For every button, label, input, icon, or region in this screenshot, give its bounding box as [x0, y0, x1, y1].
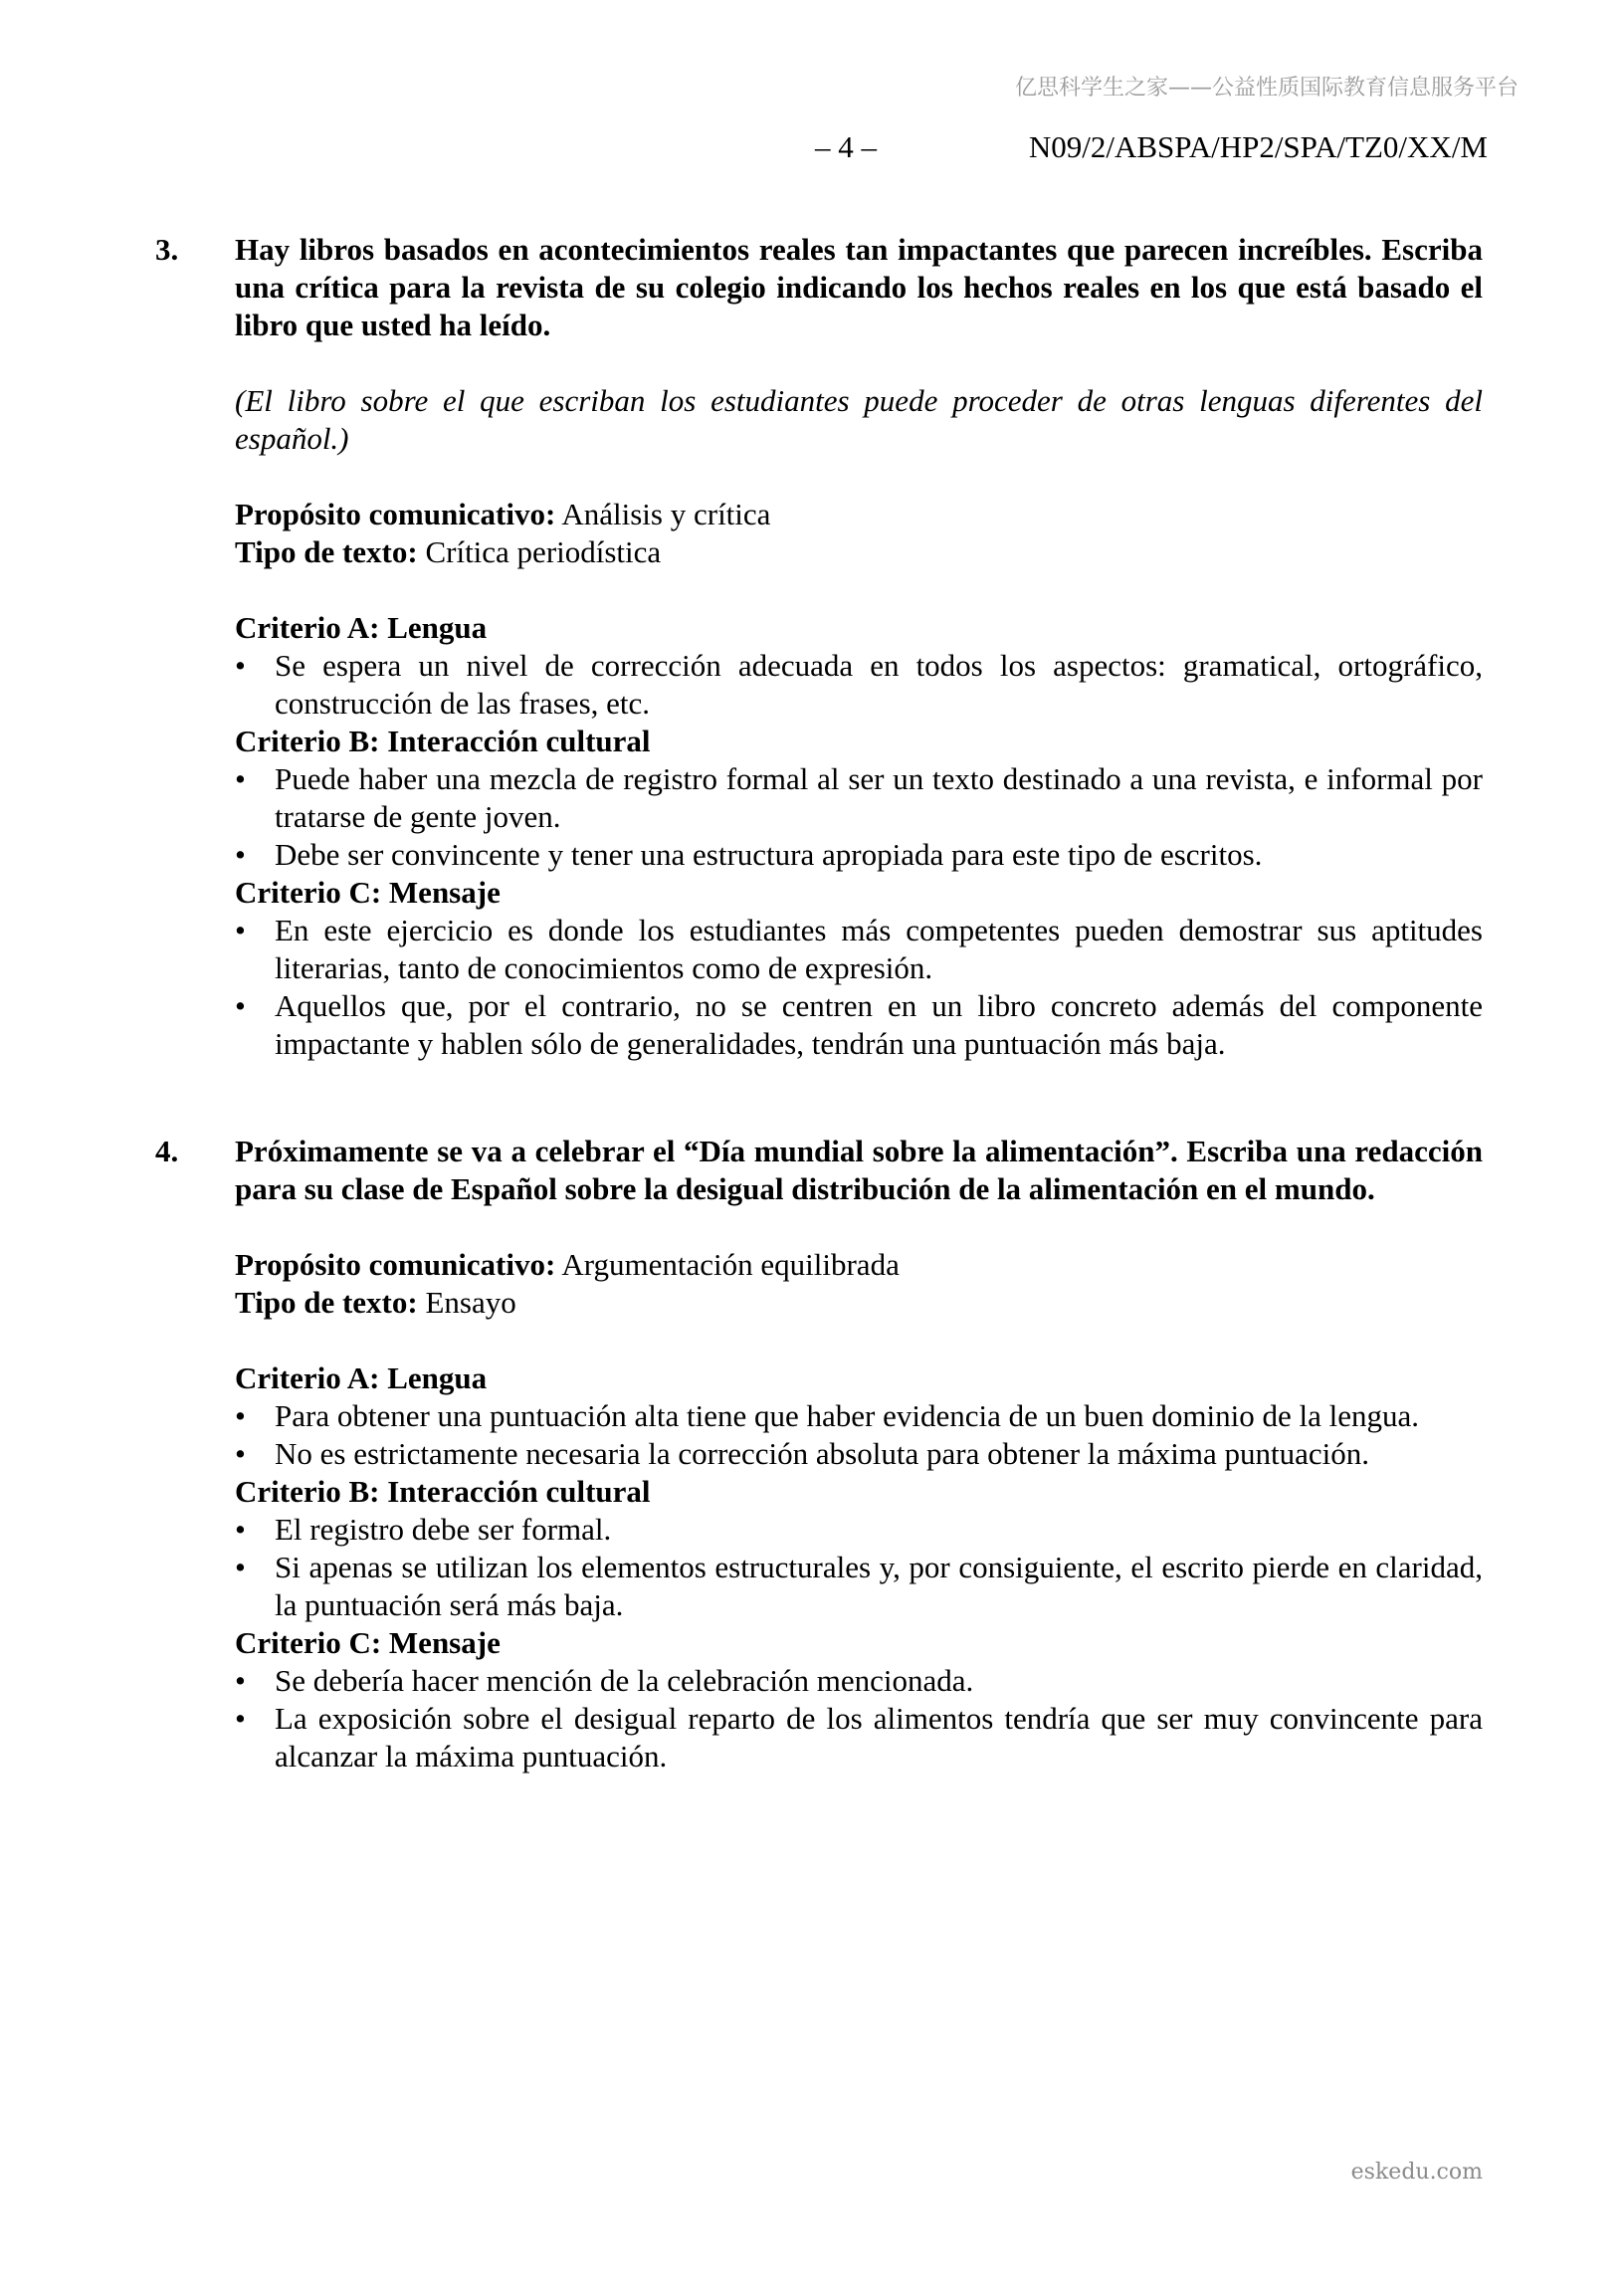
list-item: • Puede haber una mezcla de registro formal al ser un texto destinado a una revista, e informal por tratarse de gente joven.	[235, 761, 1483, 834]
text-type-line	[235, 533, 1483, 571]
criterion-a-title: Criterio A: Lengua	[235, 1360, 488, 1395]
page-number: – 4 –	[815, 129, 877, 164]
list-item: • Debe ser convincente y tener una estructura apropiada para este tipo de escritos.	[235, 837, 1263, 872]
site-watermark: eskedu.com	[1350, 2160, 1483, 2185]
watermark-text: 亿思科学生之家——公益性质国际教育信息服务平台	[1015, 76, 1520, 101]
list-item: • La exposición sobre el desigual reparto de los alimentos tendría que ser muy convincente para alcanzar la máxima puntuación.	[235, 1701, 1483, 1774]
list-item: • Se espera un nivel de corrección adecuada en todos los aspectos: gramatical, ortográfico, construcción de las frases, etc.	[235, 648, 1483, 721]
bullet-icon: •	[235, 1436, 246, 1471]
document-code: N09/2/ABSPA/HP2/SPA/TZ0/XX/M	[1028, 129, 1488, 164]
criteria-block	[235, 609, 1483, 1063]
list-item: • En este ejercicio es donde los estudiantes más competentes pueden demostrar sus aptitudes literarias, tanto de conocimientos como de expresión.	[235, 913, 1483, 985]
bullet-icon: •	[235, 1663, 246, 1698]
bullet-icon: •	[235, 1398, 246, 1433]
criterion-c-list	[235, 1662, 1483, 1775]
purpose-label: Propósito comunicativo:	[235, 1247, 556, 1282]
criterion-a-title: Criterio A: Lengua	[235, 610, 488, 645]
criterion-c-title: Criterio C: Mensaje	[235, 875, 501, 910]
list-item: • Para obtener una puntuación alta tiene que haber evidencia de un buen dominio de la lengua.	[235, 1398, 1420, 1433]
purpose-line	[235, 1246, 1483, 1284]
text-type-label: Tipo de texto:	[235, 534, 418, 569]
question-prompt: Próximamente se va a celebrar el “Día mundial sobre la alimentación”. Escriba una redacción para su clase de Español sobre la desigual distribución de la alimentación en el mundo.	[235, 1134, 1483, 1206]
bullet-icon: •	[235, 648, 246, 683]
criterion-b-list	[235, 1511, 1483, 1624]
question-prompt: Hay libros basados en acontecimientos reales tan impactantes que parecen increíbles. Escriba una crítica para la revista de su colegio indicando los hechos reales en los que está basado el libro que usted ha leído.	[235, 232, 1483, 342]
text-type-value: Crítica periodística	[417, 534, 662, 569]
bullet-icon: •	[235, 837, 246, 872]
criterion-b-list	[235, 760, 1483, 874]
purpose-value: Argumentación equilibrada	[555, 1247, 900, 1282]
list-item: • Se debería hacer mención de la celebración mencionada.	[235, 1663, 974, 1698]
question-3	[155, 231, 1483, 1063]
criterion-c-list	[235, 912, 1483, 1063]
criterion-a-list	[235, 647, 1483, 723]
purpose-value: Análisis y crítica	[555, 497, 771, 531]
text-type-label: Tipo de texto:	[235, 1285, 418, 1320]
bullet-icon: •	[235, 988, 246, 1023]
bullet-icon: •	[235, 1701, 246, 1736]
criterion-c-title: Criterio C: Mensaje	[235, 1625, 501, 1660]
criterion-a-list	[235, 1397, 1483, 1473]
criterion-b-title: Criterio B: Interacción cultural	[235, 1474, 651, 1509]
purpose-label: Propósito comunicativo:	[235, 497, 556, 531]
list-item: • No es estrictamente necesaria la corrección absoluta para obtener la máxima puntuación.	[235, 1436, 1370, 1471]
question-4	[155, 1133, 1483, 1775]
bullet-icon: •	[235, 1550, 246, 1584]
bullet-icon: •	[235, 1512, 246, 1547]
criterion-b-title: Criterio B: Interacción cultural	[235, 724, 651, 758]
question-note: (El libro sobre el que escriban los estudiantes puede proceder de otras lenguas diferentes del español.)	[235, 383, 1483, 456]
purpose-line	[235, 496, 1483, 533]
list-item: • El registro debe ser formal.	[235, 1512, 612, 1547]
question-number: 3.	[155, 232, 179, 267]
list-item: • Si apenas se utilizan los elementos estructurales y, por consiguiente, el escrito pierde en claridad, la puntuación será más baja.	[235, 1550, 1483, 1622]
text-type-line	[235, 1284, 1483, 1322]
bullet-icon: •	[235, 761, 246, 796]
criteria-block	[235, 1359, 1483, 1775]
question-number: 4.	[155, 1134, 179, 1168]
list-item: • Aquellos que, por el contrario, no se centren en un libro concreto además del componente impactante y hablen sólo de generalidades, tendrán una puntuación más baja.	[235, 988, 1483, 1061]
text-type-value: Ensayo	[417, 1285, 516, 1320]
bullet-icon: •	[235, 913, 246, 947]
